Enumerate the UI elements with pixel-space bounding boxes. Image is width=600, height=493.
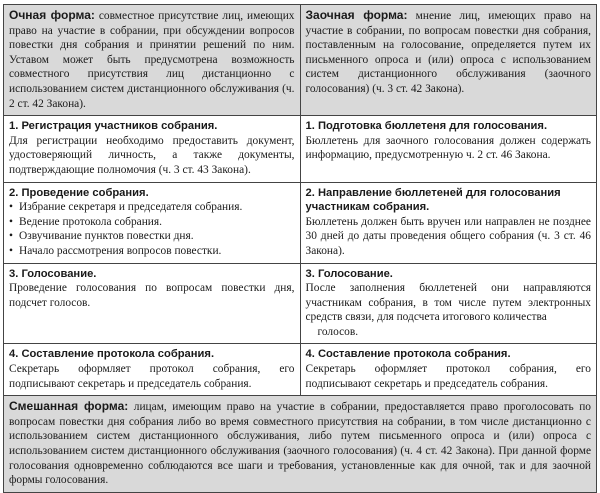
step-text: Проведение голосования по вопросам повестки дня, подсчет голосов. <box>9 282 295 309</box>
voting-forms-table <box>3 4 597 493</box>
step-title: 2. Проведение собрания. <box>9 186 149 199</box>
step-title: 1. Подготовка бюллетеня для голосования. <box>305 120 548 133</box>
absentee-step-1 <box>300 116 597 182</box>
step-title: 1. Регистрация участников собрания. <box>9 120 218 133</box>
absentee-step-2 <box>300 182 597 263</box>
in-person-step-3 <box>4 263 301 344</box>
step-text: Бюллетень для заочного голосования должен содержать информацию, предусмотренную ч. 2 ст. 46 Закона. <box>305 134 591 162</box>
step-text: Бюллетень должен быть вручен или направлен не позднее 30 дней до даты проведения общего собрания (ч. 3 ст. 46 Закона). <box>305 215 591 257</box>
step-bullet-list <box>9 200 295 258</box>
in-person-form-cell <box>4 5 301 116</box>
absentee-step-3 <box>300 263 597 344</box>
step-text: Для регистрации необходимо предоставить документ, удостоверяющий личность, а также документы, подтверждающие полномочия (ч. 3 ст. 43 Закона). <box>9 134 295 176</box>
absentee-form-text: мнение лиц, имеющих право на участие в собрании, по вопросам повестки дня собрания, поставленным на голосование, определяется путем их письменного опроса и (или) опроса с использованием систем дистанционного обслуживания (заочного голосования) (ч. 3 ст. 42 Закона). <box>305 10 591 95</box>
mixed-form-cell <box>4 396 597 493</box>
step-row <box>4 263 597 344</box>
absentee-form-title: Заочная форма: <box>305 8 408 22</box>
list-item: • Ведение протокола собрания. <box>9 215 295 230</box>
list-item: • Избрание секретаря и председателя собрания. <box>9 200 295 215</box>
absentee-form-cell <box>300 5 597 116</box>
list-item: • Озвучивание пунктов повестки дня. <box>9 229 295 244</box>
step-row <box>4 182 597 263</box>
absentee-step-4 <box>300 344 597 396</box>
step-text: Секретарь оформляет протокол собрания, его подписывают секретарь и председатель собрания. <box>305 363 591 390</box>
step-title: 3. Голосование. <box>9 267 97 280</box>
mixed-form-text: лицам, имеющим право на участие в собрании, предоставляется право проголосовать по вопросам повестки дня собрания либо во время совместного присутствия на собрании, в том числе дистанционно с использованием систем дистанционного обслуживания, либо путем письменного опроса и (или) опроса с использованием систем дистанционного обслуживания (заочного голосования) (ч. 4 ст. 42 Закона). При данной форме голосования одновременно соблюдаются все шаги и требования, установленные как для очной, так и для заочной формы голосования. <box>9 401 591 487</box>
in-person-form-title: Очная форма: <box>9 8 95 22</box>
in-person-step-4 <box>4 344 301 396</box>
step-title: 4. Составление протокола собрания. <box>305 348 511 361</box>
in-person-step-1 <box>4 116 301 182</box>
mixed-form-title: Смешанная форма: <box>9 399 129 414</box>
header-row <box>4 5 597 116</box>
in-person-step-2 <box>4 182 301 263</box>
in-person-form-text: совместное присутствие лиц, имеющих право на участие в собрании, при обсуждении вопросов повестки дня собрания и принятии решений по ним. Уставом может быть предусмотрена возможность совместного присутствия лиц дистанционно с использованием систем дистанционного обслуживания (ч. 2 ст. 42 Закона). <box>9 10 295 110</box>
step-text: Секретарь оформляет протокол собрания, его подписывают секретарь и председатель собрания. <box>9 363 295 390</box>
mixed-form-row <box>4 396 597 493</box>
step-text: После заполнения бюллетеней они направляются участникам собрания, в том числе путем электронных средств связи, для подсчета итогового количества <box>305 282 591 324</box>
step-title: 2. Направление бюллетеней для голосования участникам собрания. <box>305 186 561 214</box>
step-row <box>4 116 597 182</box>
step-row <box>4 344 597 396</box>
step-text-tail: голосов. <box>317 325 359 338</box>
step-title: 4. Составление протокола собрания. <box>9 348 215 361</box>
list-item: • Начало рассмотрения вопросов повестки. <box>9 244 295 259</box>
step-title: 3. Голосование. <box>305 267 393 280</box>
